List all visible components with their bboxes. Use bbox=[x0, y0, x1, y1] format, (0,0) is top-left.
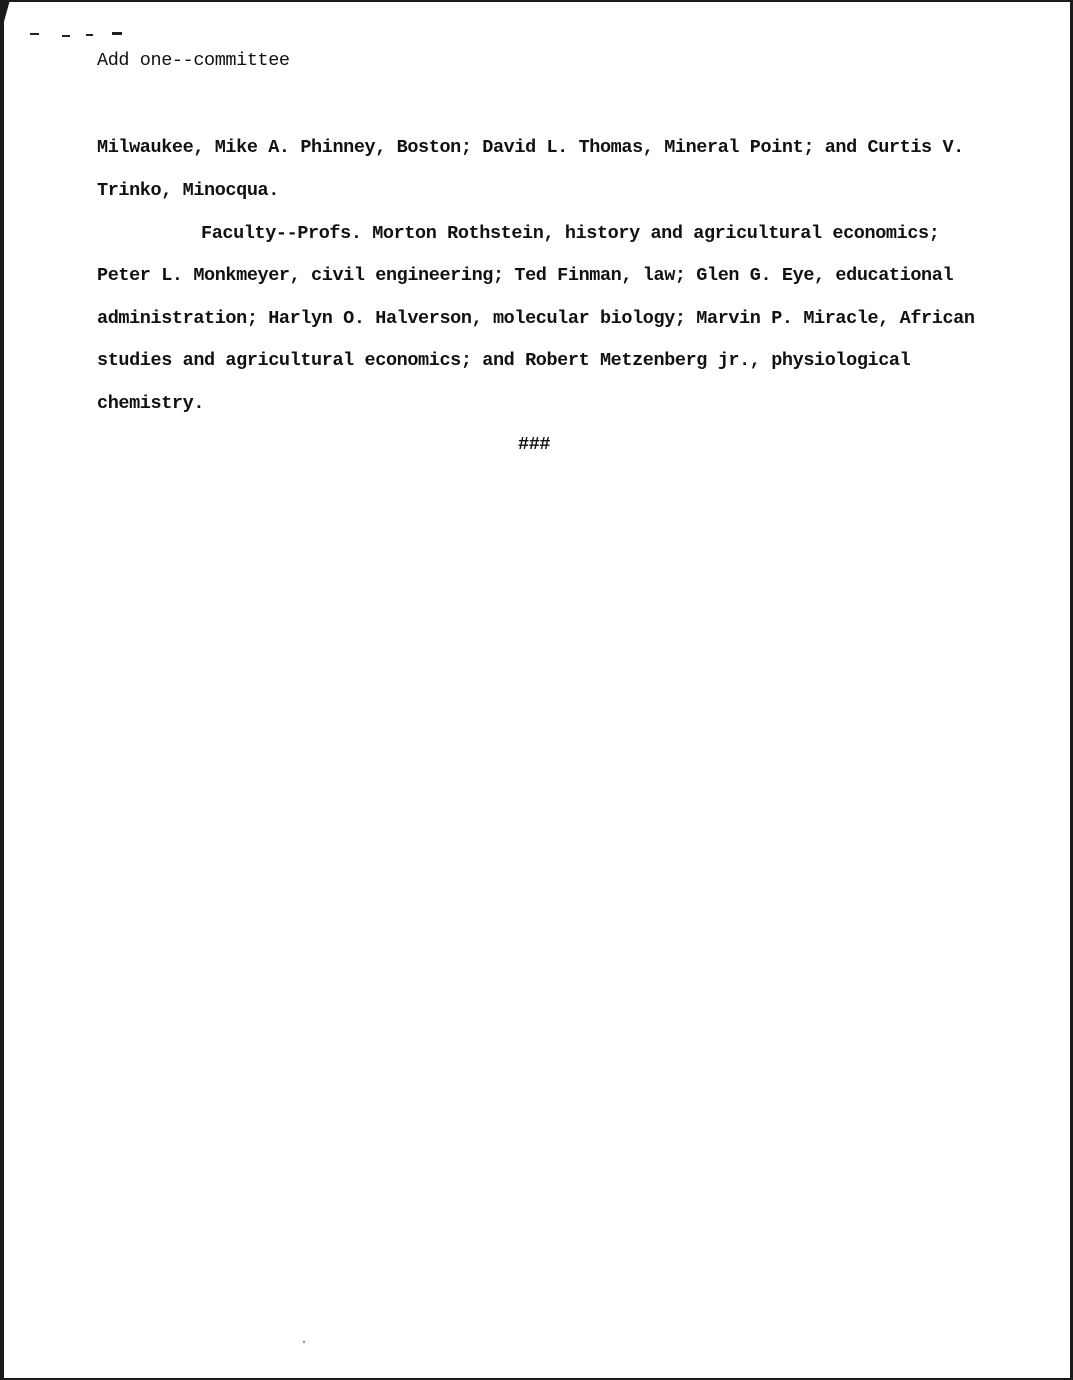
end-of-release-mark: ### bbox=[518, 434, 551, 455]
paragraph-1-line-2: Trinko, Minocqua. bbox=[97, 180, 279, 201]
paragraph-2-line-2: Peter L. Monkmeyer, civil engineering; Ted Finman, law; Glen G. Eye, educational bbox=[97, 265, 954, 286]
paragraph-2-line-1: Faculty--Profs. Morton Rothstein, history and agricultural economics; bbox=[201, 223, 940, 244]
paragraph-2-line-3: administration; Harlyn O. Halverson, molecular biology; Marvin P. Miracle, African bbox=[97, 308, 975, 329]
scan-speck bbox=[303, 1341, 305, 1343]
page-header: Add one--committee bbox=[97, 50, 290, 71]
paragraph-1-line-1: Milwaukee, Mike A. Phinney, Boston; David L. Thomas, Mineral Point; and Curtis V. bbox=[97, 137, 964, 158]
scan-marks bbox=[30, 29, 125, 37]
paragraph-2-line-5: chemistry. bbox=[97, 393, 205, 414]
page-edge-left bbox=[0, 0, 4, 1380]
paragraph-2-line-4: studies and agricultural economics; and Robert Metzenberg jr., physiological bbox=[97, 350, 911, 371]
page-corner-fold bbox=[0, 0, 10, 36]
page-edge-top bbox=[0, 0, 1073, 2]
